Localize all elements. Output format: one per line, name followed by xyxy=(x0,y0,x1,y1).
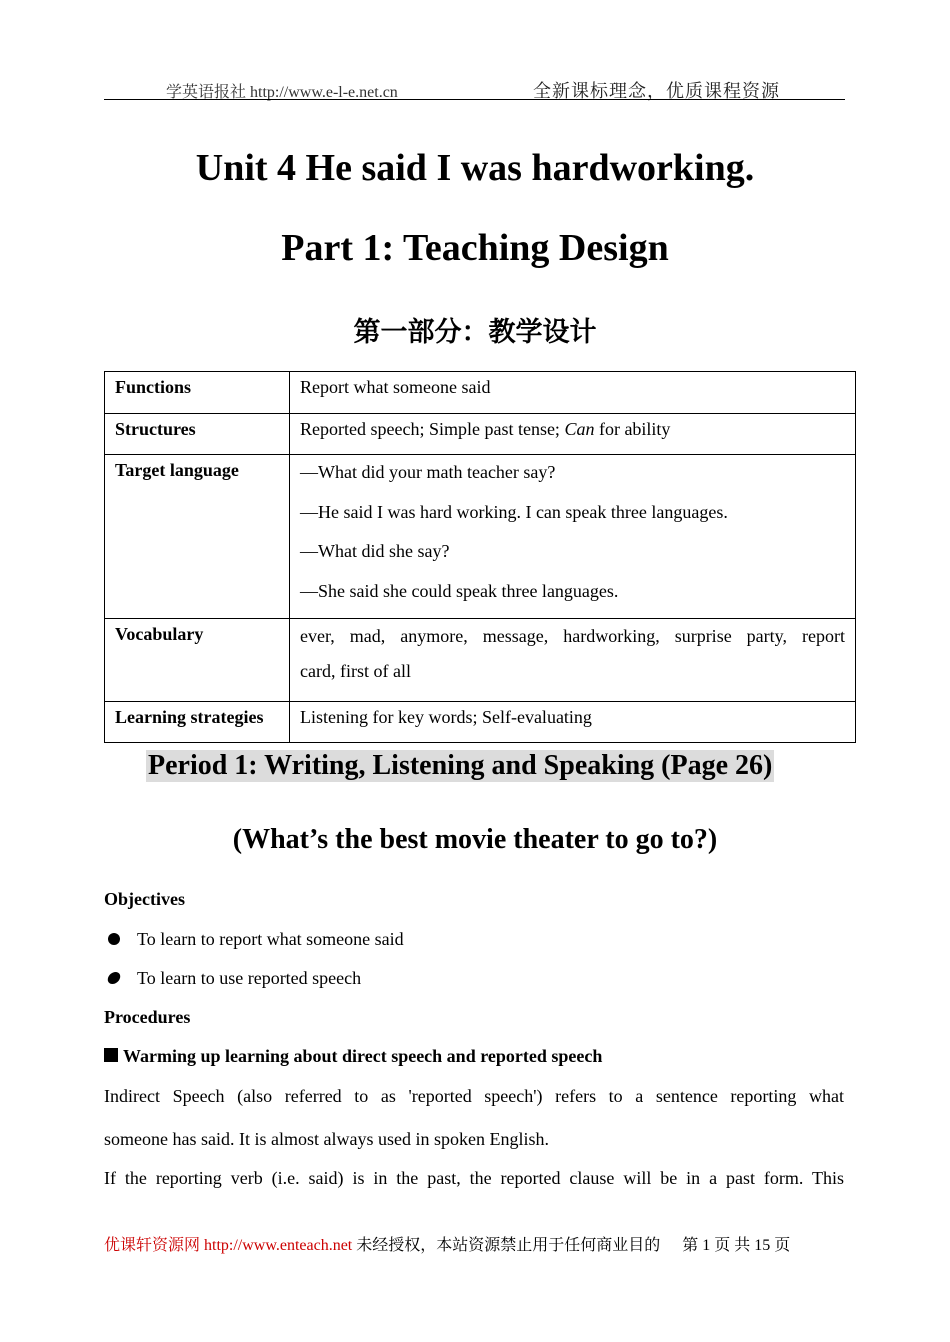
unit-title: Unit 4 He said I was hardworking. xyxy=(195,147,755,189)
table-row-strategies xyxy=(105,702,856,743)
period-subtitle: (What’s the best movie theater to go to?) xyxy=(232,824,718,855)
vocabulary-value xyxy=(290,619,856,702)
functions-label: Functions xyxy=(105,372,290,414)
target-line: —He said I was hard working. I can speak three languages. xyxy=(300,501,728,522)
paragraph-1-line-1: Indirect Speech (also referred to as 'reported speech') refers to a sentence reporting what xyxy=(104,1086,844,1106)
structures-label: Structures xyxy=(105,414,290,455)
table-row-target-language xyxy=(105,455,856,619)
target-language-value xyxy=(290,455,856,619)
objective-item xyxy=(104,968,361,989)
functions-value: Report what someone said xyxy=(290,372,856,414)
header-left-text: 学英语报社 http://www.e-l-e.net.cn xyxy=(166,84,398,101)
table-row-structures xyxy=(105,414,856,455)
bullet-icon xyxy=(106,972,121,984)
lesson-overview-table xyxy=(104,371,856,743)
structures-text-can: Can xyxy=(564,419,595,439)
structures-text-a: Reported speech; Simple past tense; xyxy=(300,419,565,439)
chinese-title: 第一部分：教学设计 xyxy=(353,317,597,348)
objective-text: To learn to use reported speech xyxy=(137,968,362,988)
footer-page-number: 第 1 页 共 15 页 xyxy=(682,1237,791,1254)
target-line: —What did she say? xyxy=(300,541,450,561)
vocabulary-line-2: card, first of all xyxy=(300,661,411,681)
table-row-functions xyxy=(105,372,856,414)
target-line: —She said she could speak three languages. xyxy=(300,580,619,601)
table-row-vocabulary xyxy=(105,619,856,702)
part-title: Part 1: Teaching Design xyxy=(281,227,669,269)
footer-notice: 未经授权，本站资源禁止用于任何商业目的 xyxy=(352,1237,661,1254)
objective-item xyxy=(104,929,404,950)
bullet-icon xyxy=(108,933,120,945)
footer-site-link[interactable]: 优课轩资源网 http://www.enteach.net xyxy=(104,1237,353,1254)
objective-text: To learn to report what someone said xyxy=(137,929,404,949)
structures-text-b: for ability xyxy=(594,419,671,439)
procedure-step-text: Warming up learning about direct speech and reported speech xyxy=(123,1046,603,1066)
structures-value xyxy=(290,414,856,455)
procedures-heading: Procedures xyxy=(104,1007,191,1027)
period-heading: Period 1: Writing, Listening and Speaking (Page 26) xyxy=(148,750,773,781)
header-right-slogan: 全新课标理念，优质课程资源 xyxy=(533,81,780,101)
footer xyxy=(104,1232,790,1255)
square-bullet-icon xyxy=(104,1048,118,1062)
strategies-value: Listening for key words; Self-evaluating xyxy=(290,702,856,743)
strategies-label: Learning strategies xyxy=(105,702,290,743)
objectives-heading: Objectives xyxy=(104,889,185,909)
vocabulary-label: Vocabulary xyxy=(105,619,290,702)
header-divider xyxy=(104,99,845,100)
procedure-step xyxy=(104,1046,602,1067)
paragraph-1-line-2: someone has said. It is almost always used in spoken English. xyxy=(104,1129,549,1149)
target-language-label: Target language xyxy=(105,455,290,619)
target-line: —What did your math teacher say? xyxy=(300,462,556,482)
vocabulary-line-1: ever, mad, anymore, message, hardworking, surprise party, report xyxy=(300,626,845,646)
paragraph-2-line-1: If the reporting verb (i.e. said) is in the past, the reported clause will be in a past form. This xyxy=(104,1168,844,1188)
